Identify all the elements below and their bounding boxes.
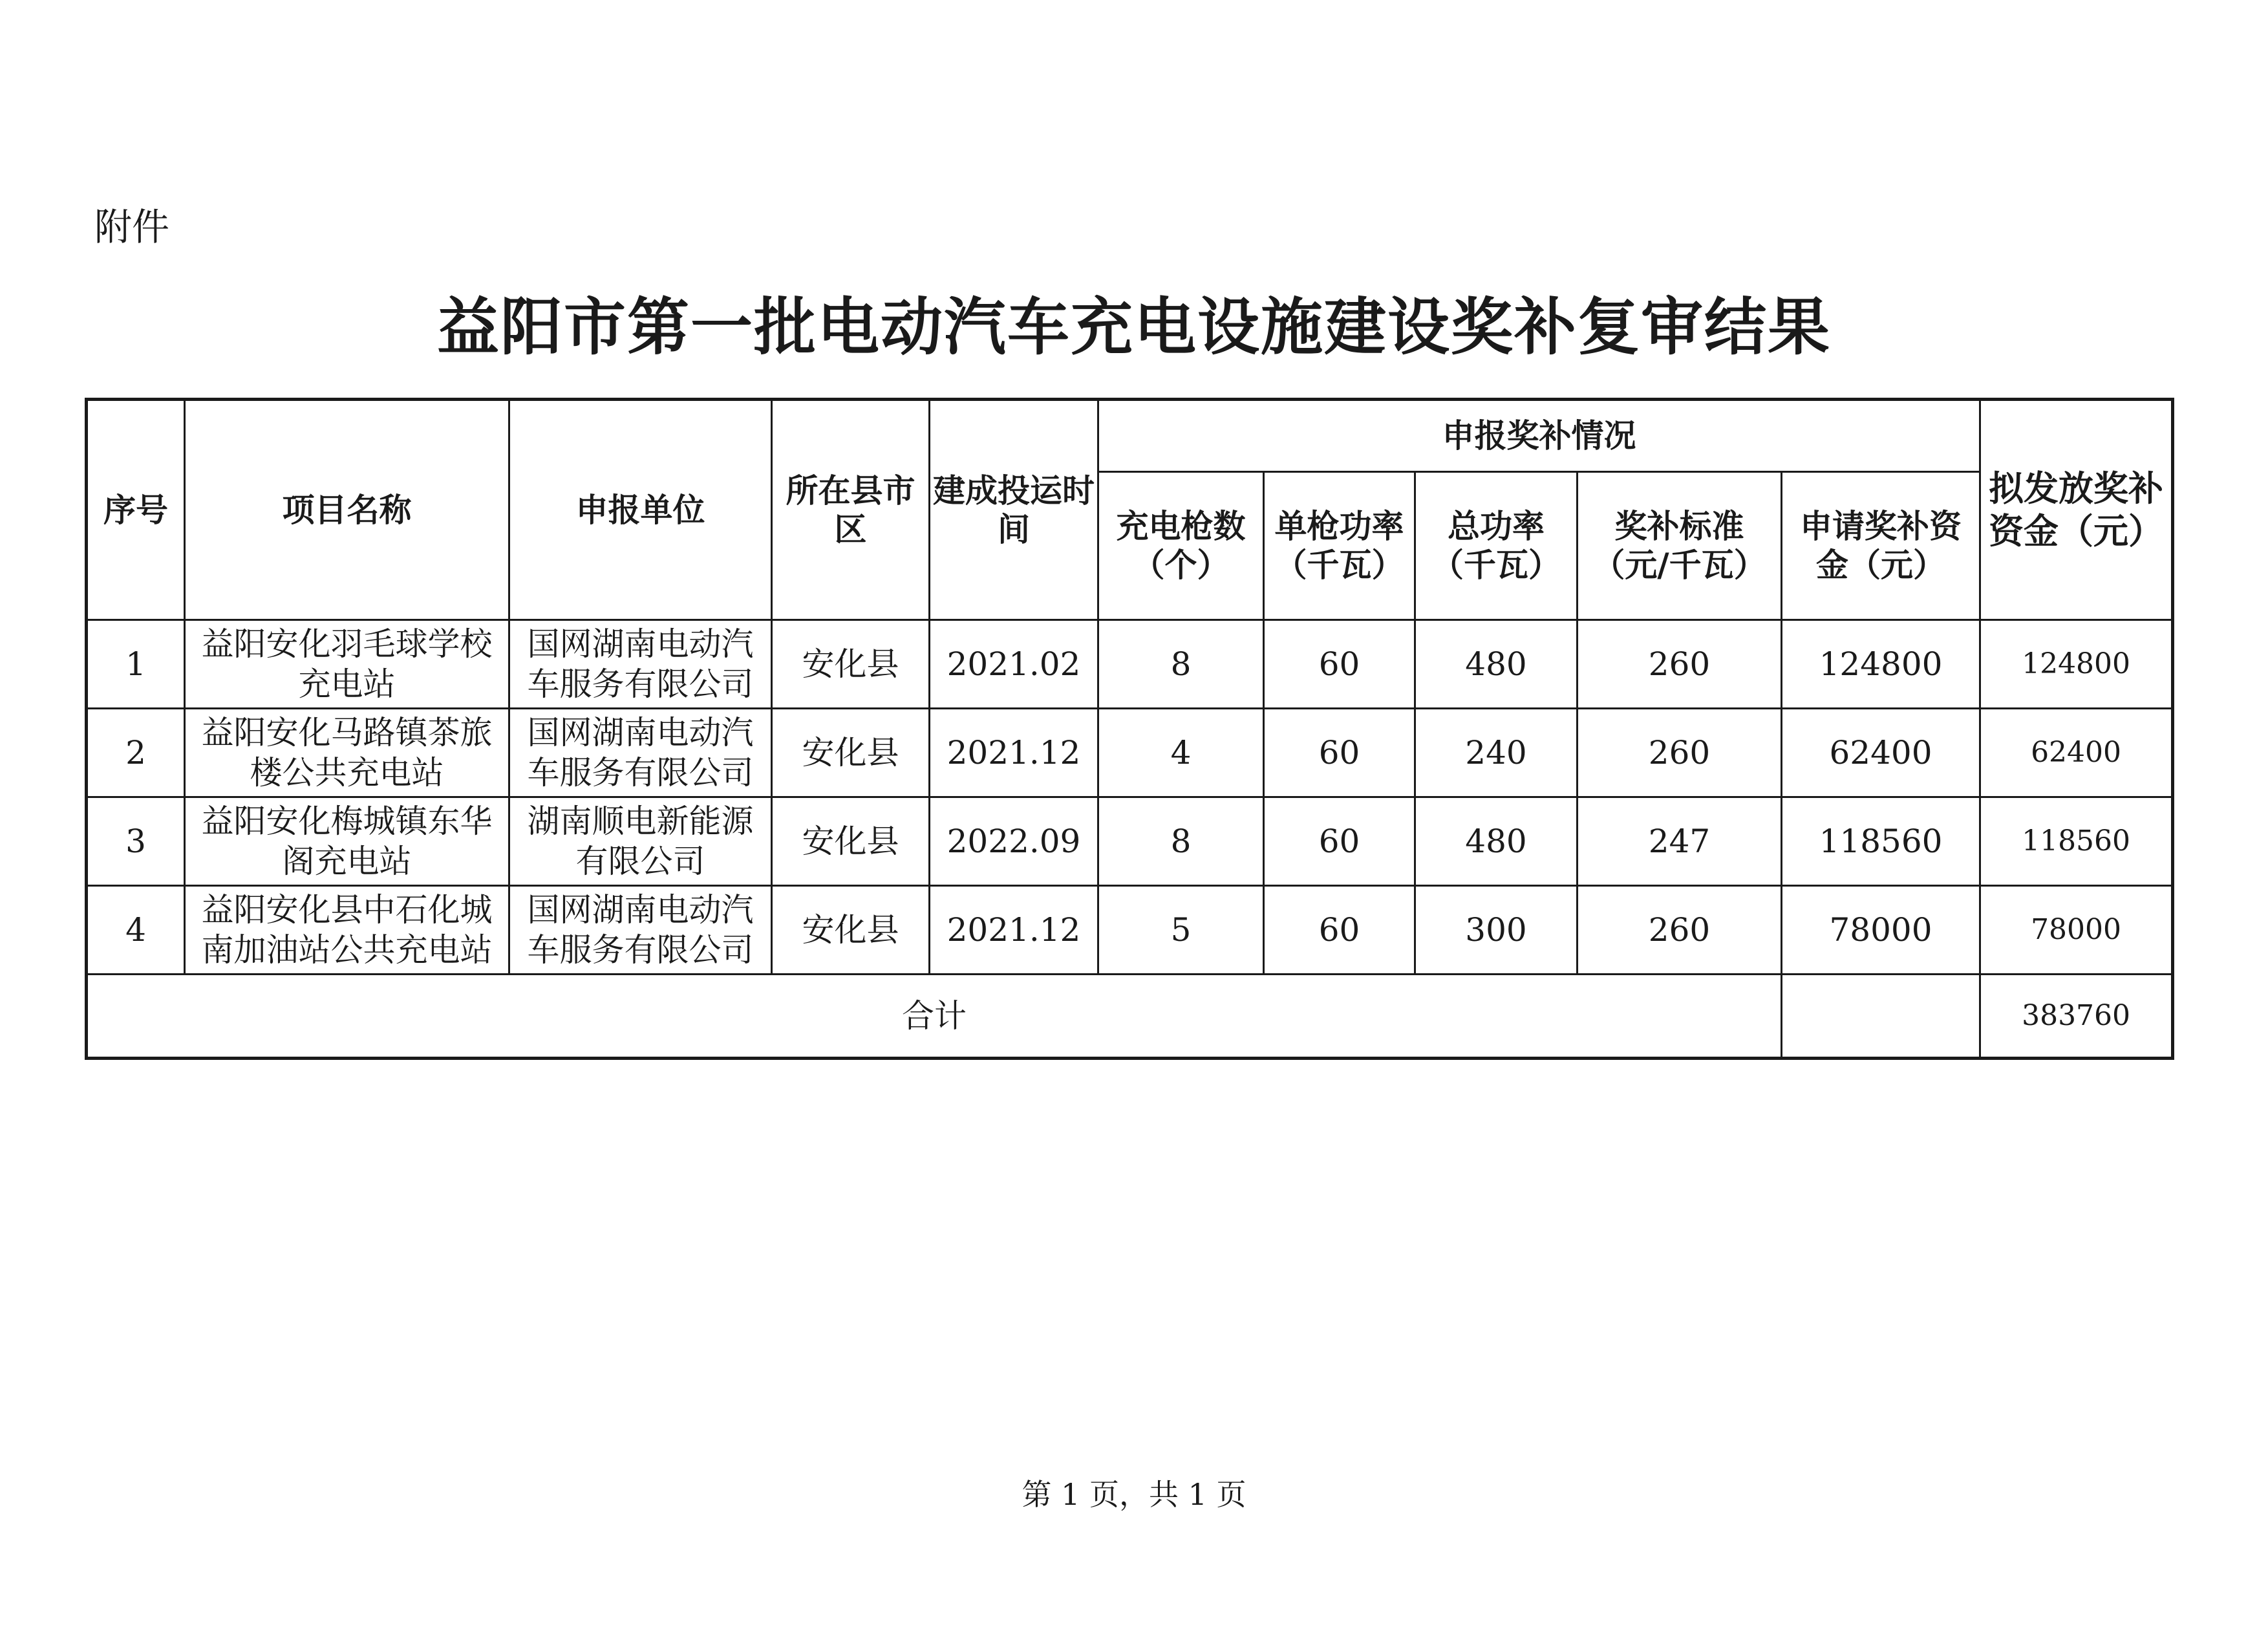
document-title: 益阳市第一批电动汽车充电设施建设奖补复审结果 [437, 291, 1831, 363]
cell-county: 安化县 [772, 709, 930, 797]
cell-gun-count: 5 [1098, 886, 1264, 975]
cell-requested-funds: 118560 [1782, 797, 1980, 886]
cell-proposed-funds: 62400 [1980, 709, 2173, 797]
cell-gun-power: 60 [1264, 797, 1415, 886]
header-county: 所在县市区 [772, 400, 930, 620]
cell-seq: 2 [87, 709, 185, 797]
table-row [87, 709, 2173, 797]
cell-gun-power: 60 [1264, 620, 1415, 709]
cell-applicant: 国网湖南电动汽车服务有限公司 [509, 620, 772, 709]
cell-built-time: 2021.02 [930, 620, 1098, 709]
cell-applicant: 国网湖南电动汽车服务有限公司 [509, 886, 772, 975]
header-project-name: 项目名称 [185, 400, 509, 620]
cell-award-standard: 247 [1578, 797, 1782, 886]
header-total-power: 总功率（千瓦） [1415, 472, 1578, 620]
header-row-1 [87, 400, 2173, 472]
cell-project-name: 益阳安化羽毛球学校充电站 [185, 620, 509, 709]
header-seq: 序号 [87, 400, 185, 620]
cell-gun-count: 8 [1098, 620, 1264, 709]
cell-built-time: 2021.12 [930, 709, 1098, 797]
cell-county: 安化县 [772, 797, 930, 886]
header-gun-count: 充电枪数（个） [1098, 472, 1264, 620]
table-row [87, 620, 2173, 709]
cell-award-standard: 260 [1578, 886, 1782, 975]
header-applicant: 申报单位 [509, 400, 772, 620]
header-built-time: 建成投运时间 [930, 400, 1098, 620]
total-label: 合计 [87, 975, 1782, 1059]
header-requested-funds: 申请奖补资金（元） [1782, 472, 1980, 620]
cell-applicant: 湖南顺电新能源有限公司 [509, 797, 772, 886]
cell-proposed-funds: 124800 [1980, 620, 2173, 709]
header-gun-power: 单枪功率（千瓦） [1264, 472, 1415, 620]
cell-project-name: 益阳安化县中石化城南加油站公共充电站 [185, 886, 509, 975]
cell-gun-count: 4 [1098, 709, 1264, 797]
cell-proposed-funds: 78000 [1980, 886, 2173, 975]
cell-seq: 3 [87, 797, 185, 886]
cell-gun-power: 60 [1264, 886, 1415, 975]
header-award-group: 申报奖补情况 [1098, 400, 1980, 472]
cell-gun-count: 8 [1098, 797, 1264, 886]
cell-requested-funds: 124800 [1782, 620, 1980, 709]
cell-total-power: 300 [1415, 886, 1578, 975]
cell-applicant: 国网湖南电动汽车服务有限公司 [509, 709, 772, 797]
cell-requested-funds: 62400 [1782, 709, 1980, 797]
table-row [87, 797, 2173, 886]
cell-seq: 1 [87, 620, 185, 709]
cell-built-time: 2022.09 [930, 797, 1098, 886]
total-proposed-funds: 383760 [1980, 975, 2173, 1059]
cell-project-name: 益阳安化马路镇茶旅楼公共充电站 [185, 709, 509, 797]
cell-seq: 4 [87, 886, 185, 975]
header-proposed-funds: 拟发放奖补资金（元） [1980, 400, 2173, 620]
cell-award-standard: 260 [1578, 709, 1782, 797]
attachment-label: 附件 [94, 205, 170, 249]
total-row [87, 975, 2173, 1059]
cell-requested-funds: 78000 [1782, 886, 1980, 975]
cell-award-standard: 260 [1578, 620, 1782, 709]
cell-total-power: 240 [1415, 709, 1578, 797]
cell-total-power: 480 [1415, 797, 1578, 886]
total-requested-funds [1782, 975, 1980, 1059]
cell-total-power: 480 [1415, 620, 1578, 709]
table-row [87, 886, 2173, 975]
cell-built-time: 2021.12 [930, 886, 1098, 975]
award-results-table [85, 398, 2174, 1060]
cell-county: 安化县 [772, 886, 930, 975]
cell-project-name: 益阳安化梅城镇东华阁充电站 [185, 797, 509, 886]
cell-proposed-funds: 118560 [1980, 797, 2173, 886]
cell-gun-power: 60 [1264, 709, 1415, 797]
page-number: 第 1 页，共 1 页 [1022, 1477, 1246, 1512]
cell-county: 安化县 [772, 620, 930, 709]
header-award-standard: 奖补标准（元/千瓦） [1578, 472, 1782, 620]
